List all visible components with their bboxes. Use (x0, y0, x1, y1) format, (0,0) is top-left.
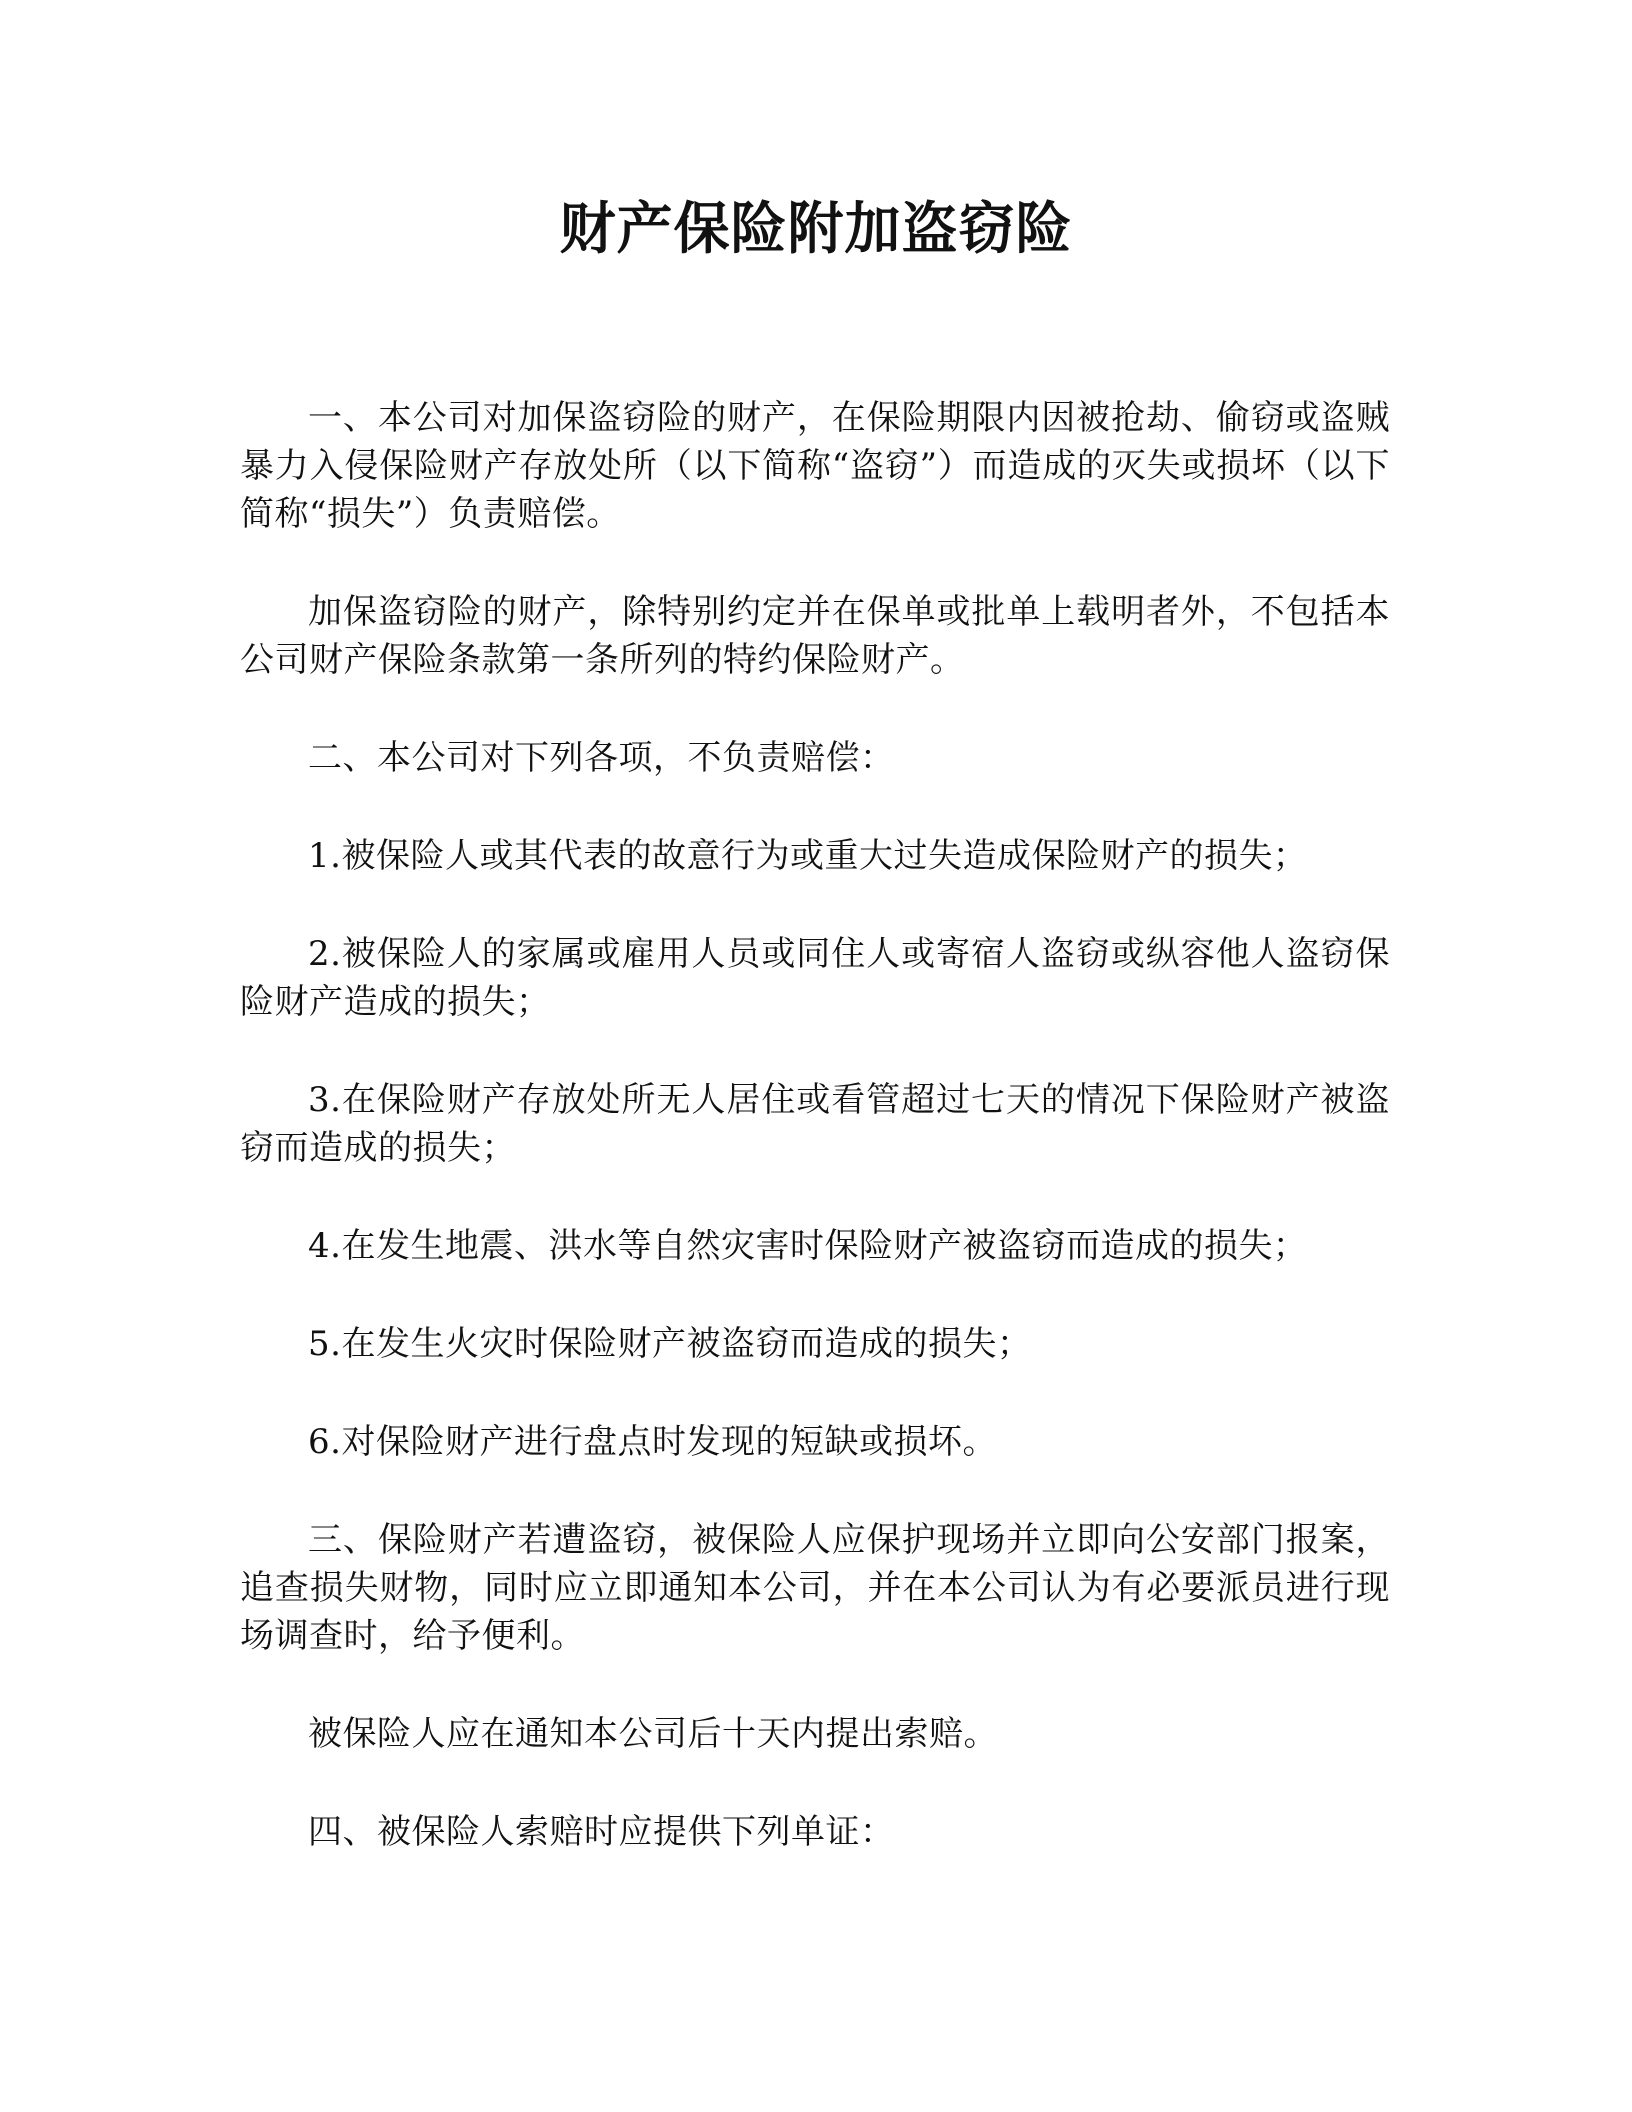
paragraph: 四、被保险人索赔时应提供下列单证： (308, 1812, 895, 1852)
paragraph: 加保盗窃险的财产，除特别约定并在保单或批单上载明者外，不包括本公司财产保险条款第一条所列的特约保险财产。 (240, 592, 1390, 680)
paragraph: 3.在保险财产存放处所无人居住或看管超过七天的情况下保险财产被盗窃而造成的损失； (240, 1080, 1390, 1168)
paragraph: 5.在发生火灾时保险财产被盗窃而造成的损失； (308, 1324, 1032, 1364)
paragraph: 4.在发生地震、洪水等自然灾害时保险财产被盗窃而造成的损失； (308, 1226, 1308, 1266)
paragraph: 一、本公司对加保盗窃险的财产，在保险期限内因被抢劫、偷窃或盗贼暴力入侵保险财产存放处所（以下简称“盗窃”）而造成的灭失或损坏（以下简称“损失”）负责赔偿。 (240, 398, 1390, 534)
document-body (240, 394, 1390, 1906)
paragraph: 6.对保险财产进行盘点时发现的短缺或损坏。 (308, 1422, 997, 1462)
document-title: 财产保险附加盗窃险 (559, 196, 1073, 262)
paragraph: 被保险人应在通知本公司后十天内提出索赔。 (308, 1714, 998, 1754)
paragraph: 三、保险财产若遭盗窃，被保险人应保护现场并立即向公安部门报案，追查损失财物，同时应立即通知本公司，并在本公司认为有必要派员进行现场调查时，给予便利。 (240, 1520, 1390, 1656)
paragraph: 二、本公司对下列各项，不负责赔偿： (308, 738, 895, 778)
paragraph: 2.被保险人的家属或雇用人员或同住人或寄宿人盗窃或纵容他人盗窃保险财产造成的损失； (240, 934, 1390, 1022)
paragraph: 1.被保险人或其代表的故意行为或重大过失造成保险财产的损失； (308, 836, 1308, 876)
